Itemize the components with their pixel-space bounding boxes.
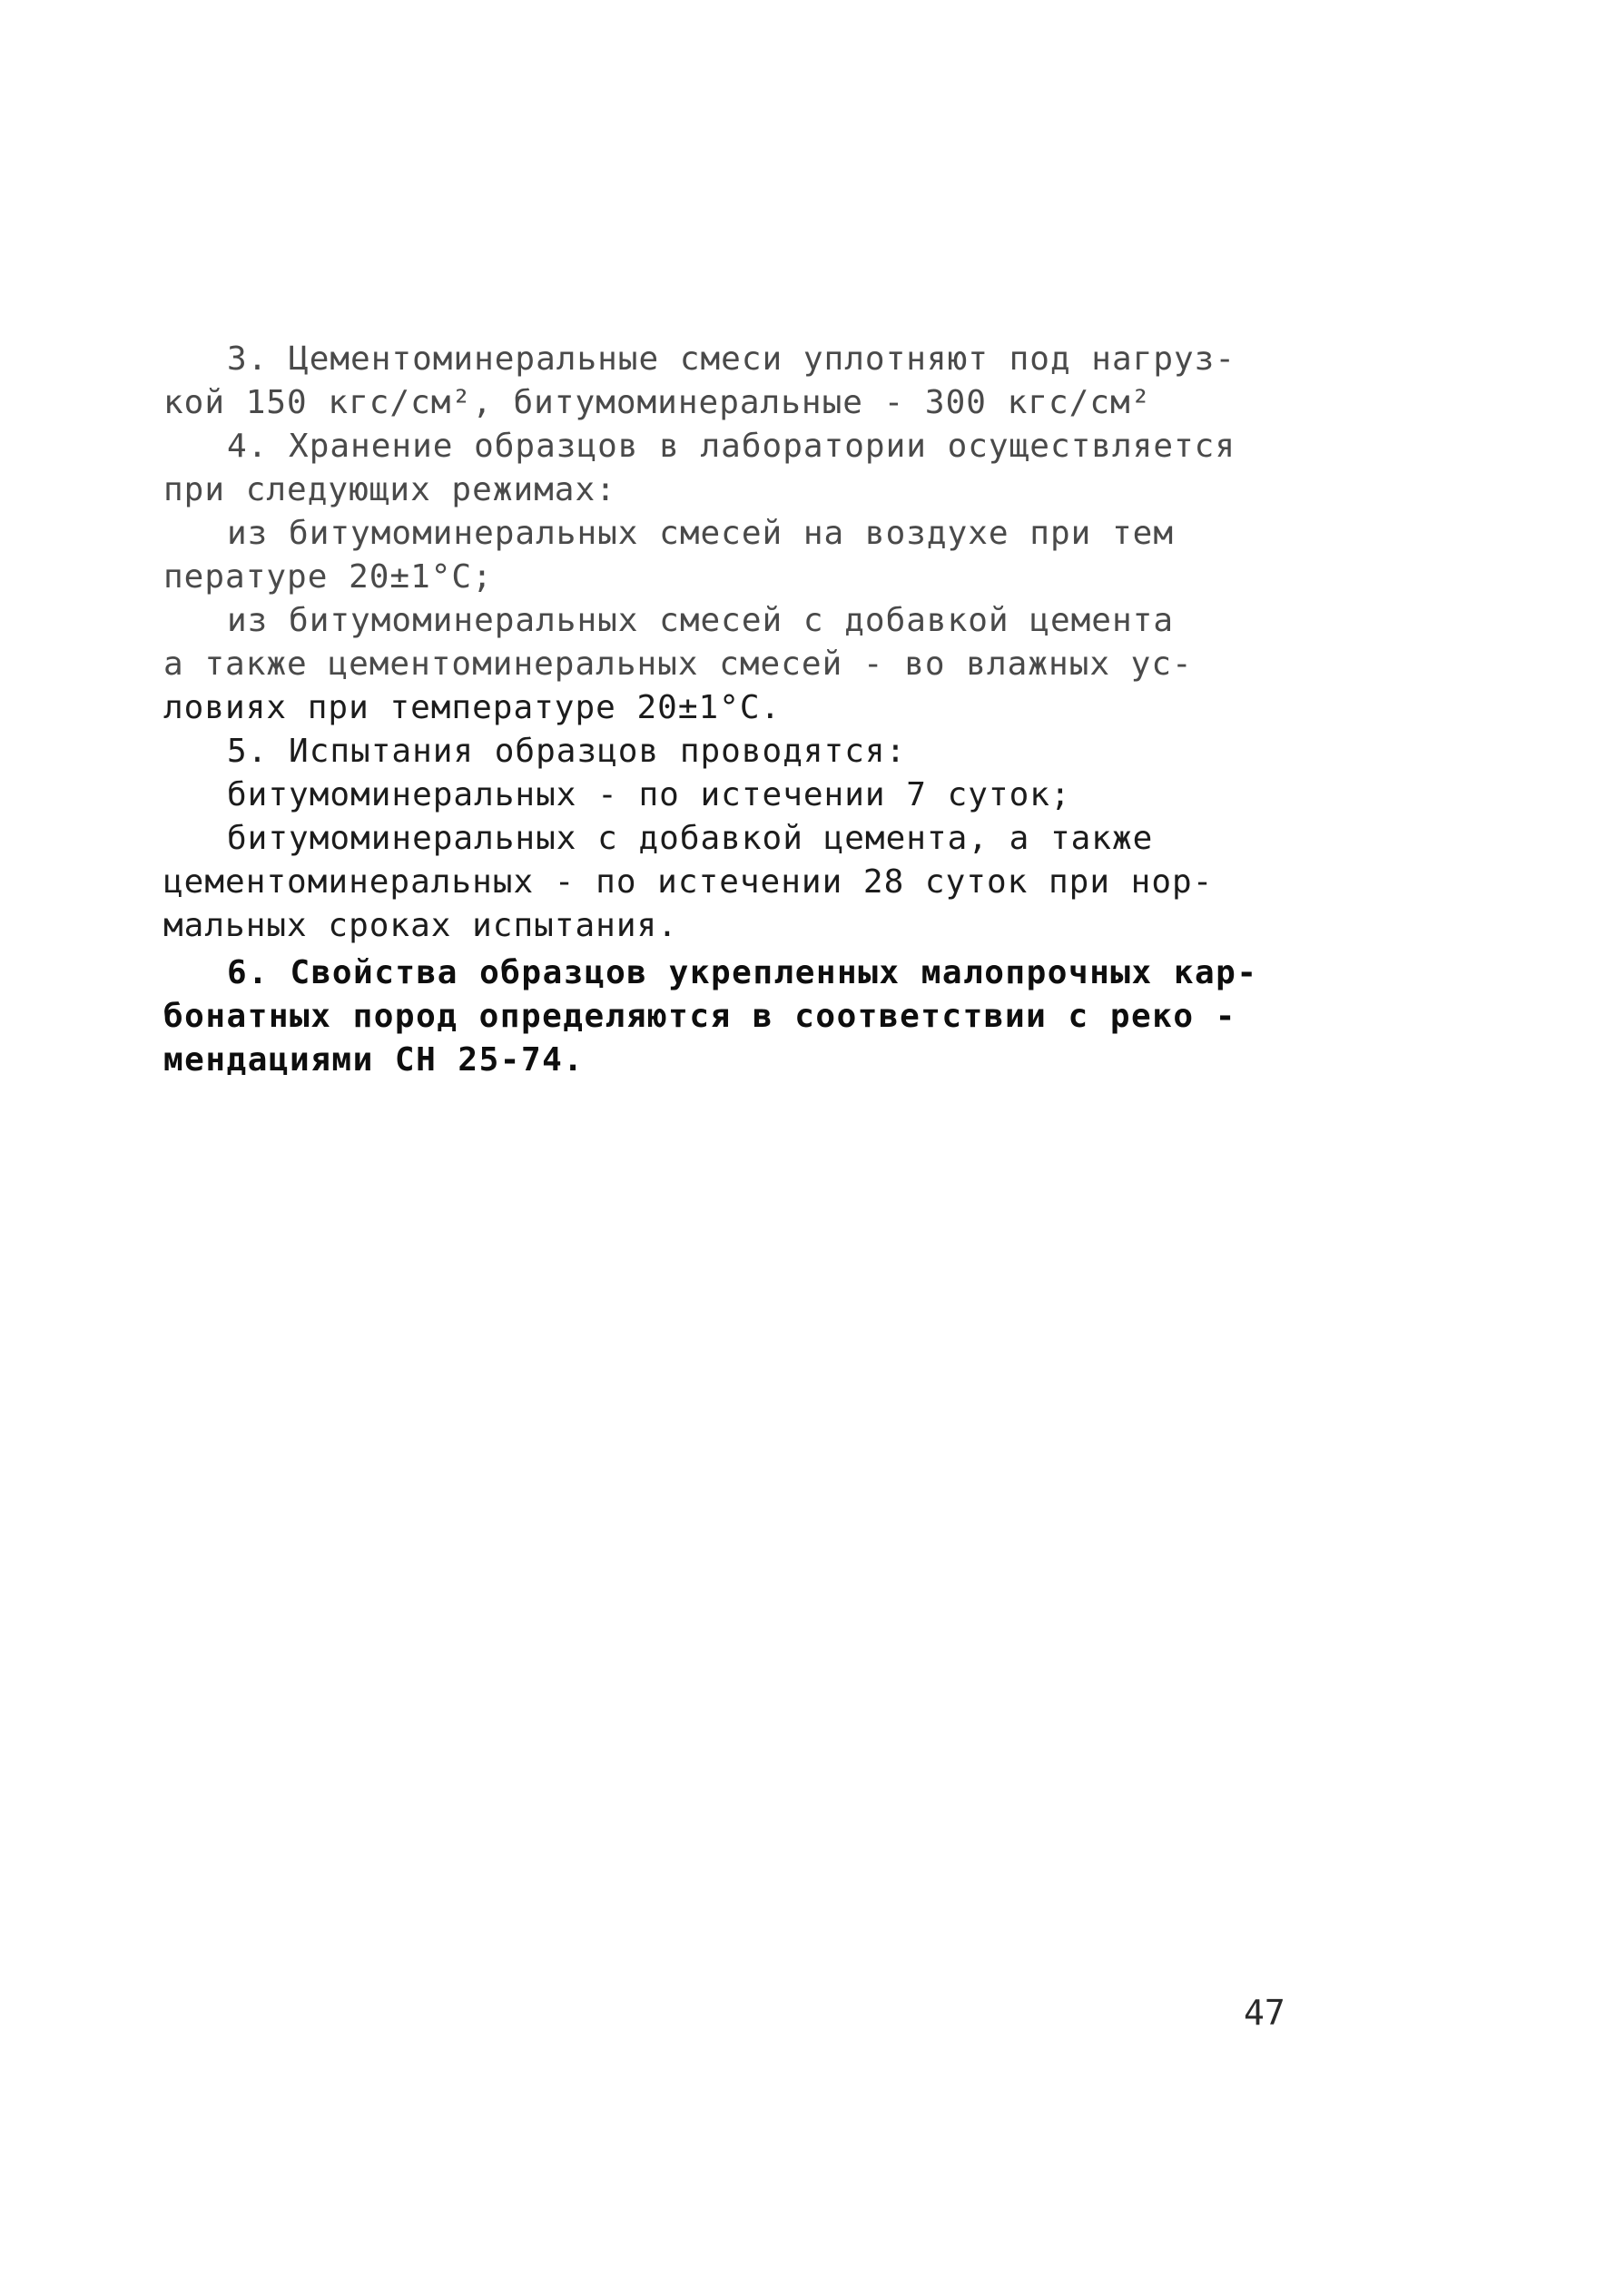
paragraph-6-line-2: бонатных пород определяются в соответствии с реко - xyxy=(163,998,1236,1035)
paragraph-5b-line-3: мальных сроках испытания. xyxy=(163,907,678,944)
paragraph-5-line-1: 5. Испытания образцов проводятся: xyxy=(227,733,907,770)
paragraph-4b-line-2: а также цементоминеральных смесей - во влажных ус- xyxy=(163,645,1193,683)
paragraph-4b-line-3: ловиях при температуре 20±1°С. xyxy=(163,689,782,726)
paragraph-5b-line-2: цементоминеральных - по истечении 28 суток при нор- xyxy=(163,863,1214,901)
paragraph-4a-line-2: пературе 20±1°С; xyxy=(163,558,493,596)
page-number: 47 xyxy=(1244,1993,1285,2033)
paragraph-6-line-3: мендациями СН 25-74. xyxy=(163,1041,585,1079)
paragraph-3-line-1: 3. Цементоминеральные смеси уплотняют под нагруз- xyxy=(227,340,1236,378)
paragraph-4a-line-1: из битумоминеральных смесей на воздухе при тем xyxy=(227,515,1174,552)
paragraph-6-line-1: 6. Свойства образцов укрепленных малопрочных кар- xyxy=(227,954,1258,991)
paragraph-5a-line-1: битумоминеральных - по истечении 7 суток; xyxy=(227,776,1071,813)
paragraph-4-line-2: при следующих режимах: xyxy=(163,471,616,508)
paragraph-4b-line-1: из битумоминеральных смесей с добавкой цемента xyxy=(227,602,1174,639)
paragraph-5b-line-1: битумоминеральных с добавкой цемента, а также xyxy=(227,820,1154,857)
paragraph-4-line-1: 4. Хранение образцов в лаборатории осуществляется xyxy=(227,428,1236,465)
paragraph-3-line-2: кой 150 кгс/см², битумоминеральные - 300 кгс/см² xyxy=(163,384,1152,421)
